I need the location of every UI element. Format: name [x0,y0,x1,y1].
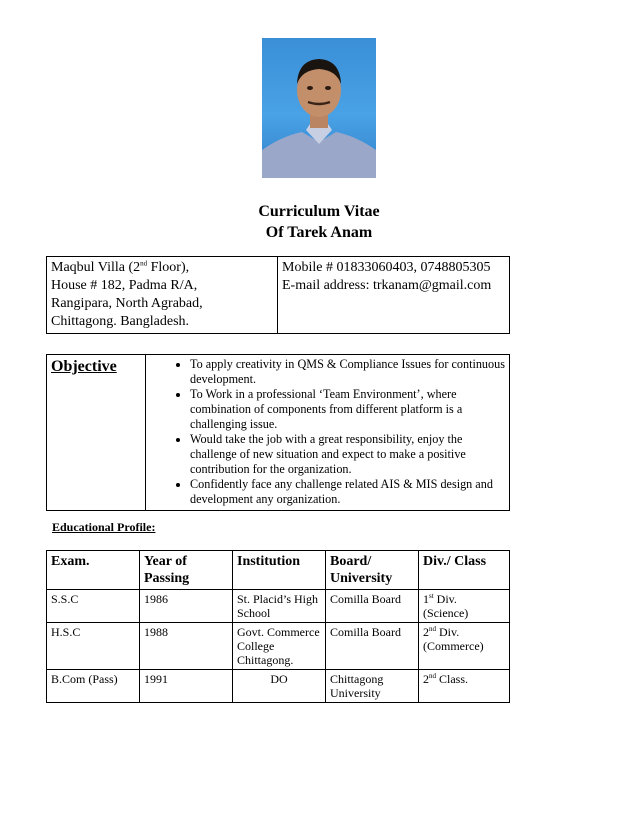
header-board: Board/ University [326,551,419,590]
exam-cell: S.S.C [47,590,140,623]
board-cell: Comilla Board [326,623,419,670]
profile-photo [262,38,376,178]
address-line2: House # 182, Padma R/A, [51,278,198,293]
objective-item: • To Work in a professional ‘Team Environment’, where combination of components from different platform is a challenging issue. [190,387,505,432]
table-row [47,670,510,703]
year-cell: 1991 [140,670,233,703]
year-cell: 1988 [140,623,233,670]
header-division: Div./ Class [419,551,510,590]
objective-item: • To apply creativity in QMS & Compliance Issues for continuous development. [190,357,505,387]
board-cell: Chittagong University [326,670,419,703]
objective-content [146,355,510,511]
division-cell: 1st Div. (Science) [419,590,510,623]
mobile-number: Mobile # 01833060403, 0748805305 [282,260,491,275]
institution-cell: St. Placid’s High School [233,590,326,623]
cv-name-title: Of Tarek Anam [265,224,373,241]
objective-table [46,354,510,511]
institution-cell: Govt. Commerce College Chittagong. [233,623,326,670]
institution-cell: DO [233,670,326,703]
address-line4: Chittagong. Bangladesh. [51,314,190,329]
address-cell [47,257,278,334]
exam-cell: H.S.C [47,623,140,670]
contact-table [46,256,510,334]
header-exam: Exam. [47,551,140,590]
division-cell: 2nd Div. (Commerce) [419,623,510,670]
division-cell: 2nd Class. [419,670,510,703]
address-line1: Maqbul Villa (2nd Floor), [51,259,190,275]
header-institution: Institution [233,551,326,590]
objective-item: • Would take the job with a great responsibility, enjoy the challenge of new situation and expect to make a positive contribution for the organization. [190,432,505,477]
cv-title: Curriculum Vitae [258,203,380,220]
objective-item: • Confidently face any challenge related AIS & MIS design and development any organization. [190,477,505,507]
objective-label: Objective [47,355,146,511]
year-cell: 1986 [140,590,233,623]
table-row [47,590,510,623]
board-cell: Comilla Board [326,590,419,623]
table-row [47,623,510,670]
education-heading: Educational Profile: [52,520,156,534]
education-header-row [47,551,510,590]
education-table [46,550,510,703]
contact-details-cell [278,257,510,334]
email-address: E-mail address: trkanam@gmail.com [282,278,492,293]
address-line3: Rangipara, North Agrabad, [51,296,203,311]
exam-cell: B.Com (Pass) [47,670,140,703]
header-year: Year of Passing [140,551,233,590]
